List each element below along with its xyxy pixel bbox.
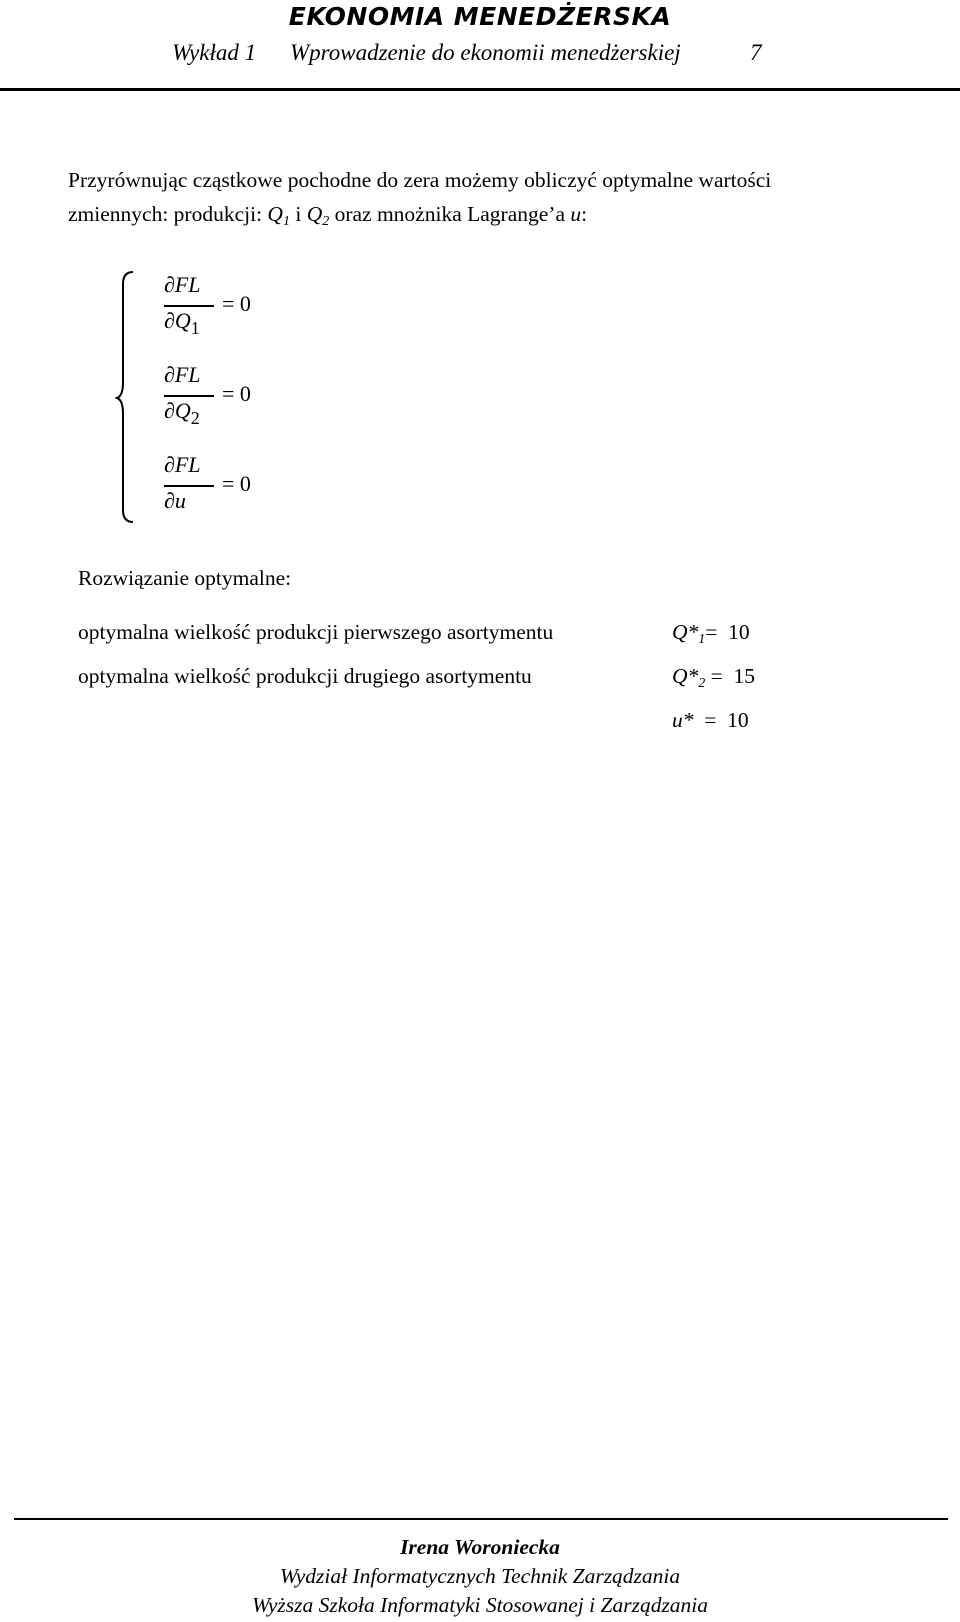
fraction-bar: [164, 395, 214, 397]
intro-mid: oraz mnożnika Lagrange’a: [334, 202, 565, 226]
footer-school: Wyższa Szkoła Informatyki Stosowanej i Zarządzania: [251, 1593, 709, 1617]
equation-numerator: ∂FL: [164, 272, 201, 297]
fraction-bar: [164, 485, 214, 487]
var-q1: $Q_1$: [267, 202, 290, 229]
footer-author: Irena Woroniecka: [400, 1535, 560, 1559]
equation-3: [160, 452, 280, 516]
intro-colon: :: [581, 202, 588, 226]
equation-rhs: = 0: [222, 291, 251, 316]
intro-conjunction: i: [295, 202, 302, 226]
header-rule: [0, 88, 960, 91]
solution-label-1: optymalna wielkość produkcji pierwszego asortymentu: [78, 620, 554, 644]
solution-label-2: optymalna wielkość produkcji drugiego asortymentu: [78, 664, 532, 688]
footer-rule: [14, 1518, 948, 1520]
var-q2: $Q_2$: [306, 202, 330, 229]
lecture-number: Wykład 1: [172, 40, 257, 65]
solution-value-2: $Q*_2 = 15$: [672, 664, 756, 691]
document-brand-title: EKONOMIA MENEDŻERSKA: [288, 2, 672, 31]
equation-1: [160, 272, 280, 336]
equation-numerator: ∂FL: [164, 362, 201, 387]
intro-line-2: [68, 202, 587, 230]
equation-denominator: $\partial Q_1$: [164, 308, 200, 338]
solution-heading: Rozwiązanie optymalne:: [78, 566, 292, 590]
solution-value-3: u* = 10: [672, 708, 749, 732]
footer-department: Wydział Informatycznych Technik Zarządzania: [279, 1564, 681, 1588]
intro-line-1: Przyrównując cząstkowe pochodne do zera możemy obliczyć optymalne wartości: [68, 168, 772, 192]
equation-2: [160, 362, 280, 426]
equation-denominator: $\partial Q_2$: [164, 398, 200, 428]
page-number: 7: [750, 40, 762, 65]
equation-denominator: ∂u: [164, 488, 186, 513]
lecture-title: Wprowadzenie do ekonomii menedżerskiej: [290, 40, 681, 65]
solution-value-1: $Q*_1= 10$: [672, 620, 750, 647]
system-brace-icon: [115, 270, 151, 525]
equation-rhs: = 0: [222, 381, 251, 406]
fraction-bar: [164, 305, 214, 307]
equation-rhs: = 0: [222, 471, 251, 496]
var-u: u: [570, 202, 582, 226]
intro-prefix: zmiennych: produkcji:: [68, 202, 263, 226]
equation-numerator: ∂FL: [164, 452, 201, 477]
